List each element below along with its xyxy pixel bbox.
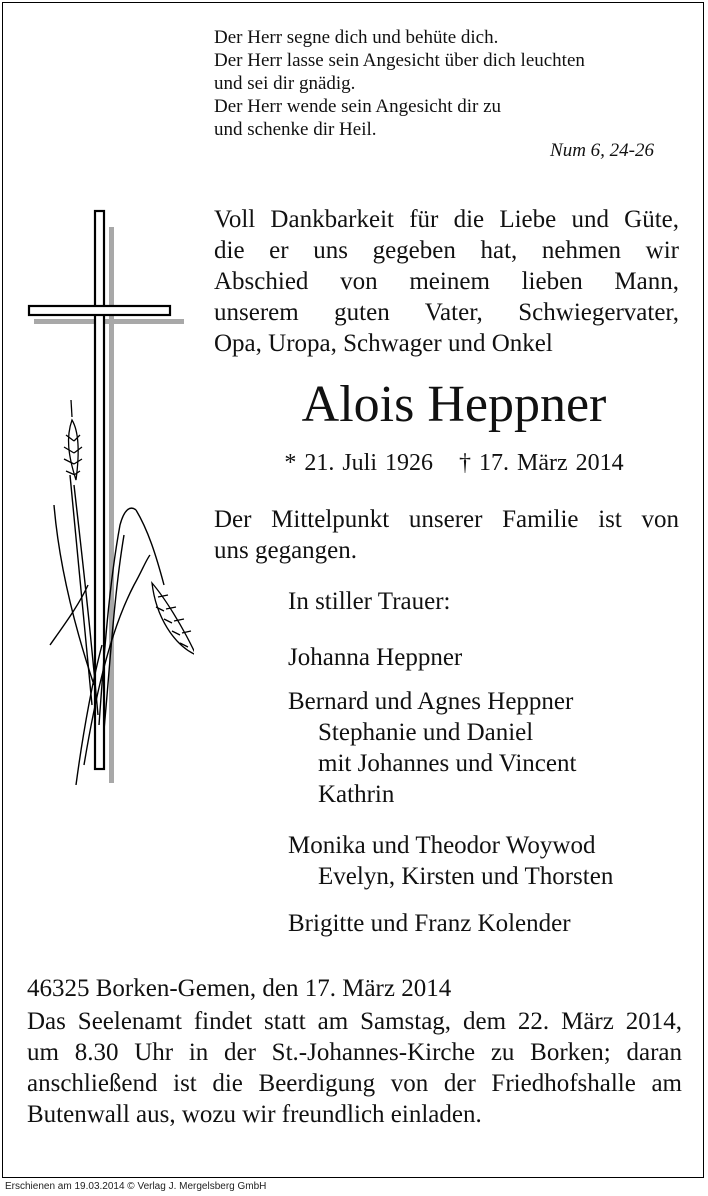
mourner-sub: mit Johannes und Vincent [318,750,577,777]
wheat-ear-left [64,400,82,480]
mass-info [27,1006,682,1130]
mourner-head: Bernard und Agnes Heppner [288,688,574,715]
intro-line: Abschied von meinem lieben Mann, [214,268,679,295]
birth-date: * 21. Juli 1926 [284,450,434,476]
mourners-heading: In stiller Trauer: [288,588,451,615]
center-text [214,504,679,566]
verse-line: und schenke dir Heil. [214,119,377,140]
death-date: † 17. März 2014 [459,450,624,476]
mourner-group [288,686,576,810]
intro-line: Voll Dankbarkeit für die Liebe und Güte, [214,206,679,233]
footer [0,1180,708,1196]
verse-line: Der Herr wende sein Angesicht dir zu [214,96,502,117]
publication-note: Erschienen am 19.03.2014 © Verlag J. Mergelsberg GmbH [5,1181,267,1192]
cross-shadow-horizontal [34,319,184,324]
mass-line: Das Seelenamt findet statt am Samstag, dem 22. März 2014, [27,1008,682,1035]
verse-reference: Num 6, 24-26 [550,140,654,161]
verse-line: und sei dir gnädig. [214,73,356,94]
mourner-group [288,830,613,892]
mass-line: anschließend ist die Beerdigung von der Friedhofshalle am [27,1070,682,1097]
intro-line: unserem guten Vater, Schwiegervater, [214,299,679,326]
mourner-group [288,908,571,939]
cross-with-wheat-icon [24,205,194,785]
intro-text [214,204,679,359]
mourner-head: Brigitte und Franz Kolender [288,910,571,937]
mass-line: um 8.30 Uhr in der St.-Johannes-Kirche zu Borken; daran [27,1039,682,1066]
mourner-sub: Stephanie und Daniel [318,719,534,746]
deceased-name: Alois Heppner [301,376,607,433]
verse-line: Der Herr lasse sein Angesicht über dich leuchten [214,50,585,71]
mourner-sub: Evelyn, Kirsten und Thorsten [318,863,614,890]
mass-line: Butenwall aus, wozu wir freundlich einladen. [27,1101,482,1128]
mourner-head: Monika und Theodor Woywod [288,832,596,859]
mourner-group [288,642,462,673]
center-line: Der Mittelpunkt unserer Familie ist von [214,506,679,533]
center-line: uns gegangen. [214,537,358,564]
bible-verse [214,26,585,141]
intro-line: die er uns gegeben hat, nehmen wir [214,237,679,264]
wheat-stalks [50,475,164,785]
intro-line: Opa, Uropa, Schwager und Onkel [214,330,553,357]
wheat-ear-right [152,583,194,655]
life-dates [214,450,694,477]
mourner-sub: Kathrin [318,781,395,808]
place-date: 46325 Borken-Gemen, den 17. März 2014 [27,975,452,1002]
mourner-head: Johanna Heppner [288,644,463,671]
verse-line: Der Herr segne dich und behüte dich. [214,27,499,48]
